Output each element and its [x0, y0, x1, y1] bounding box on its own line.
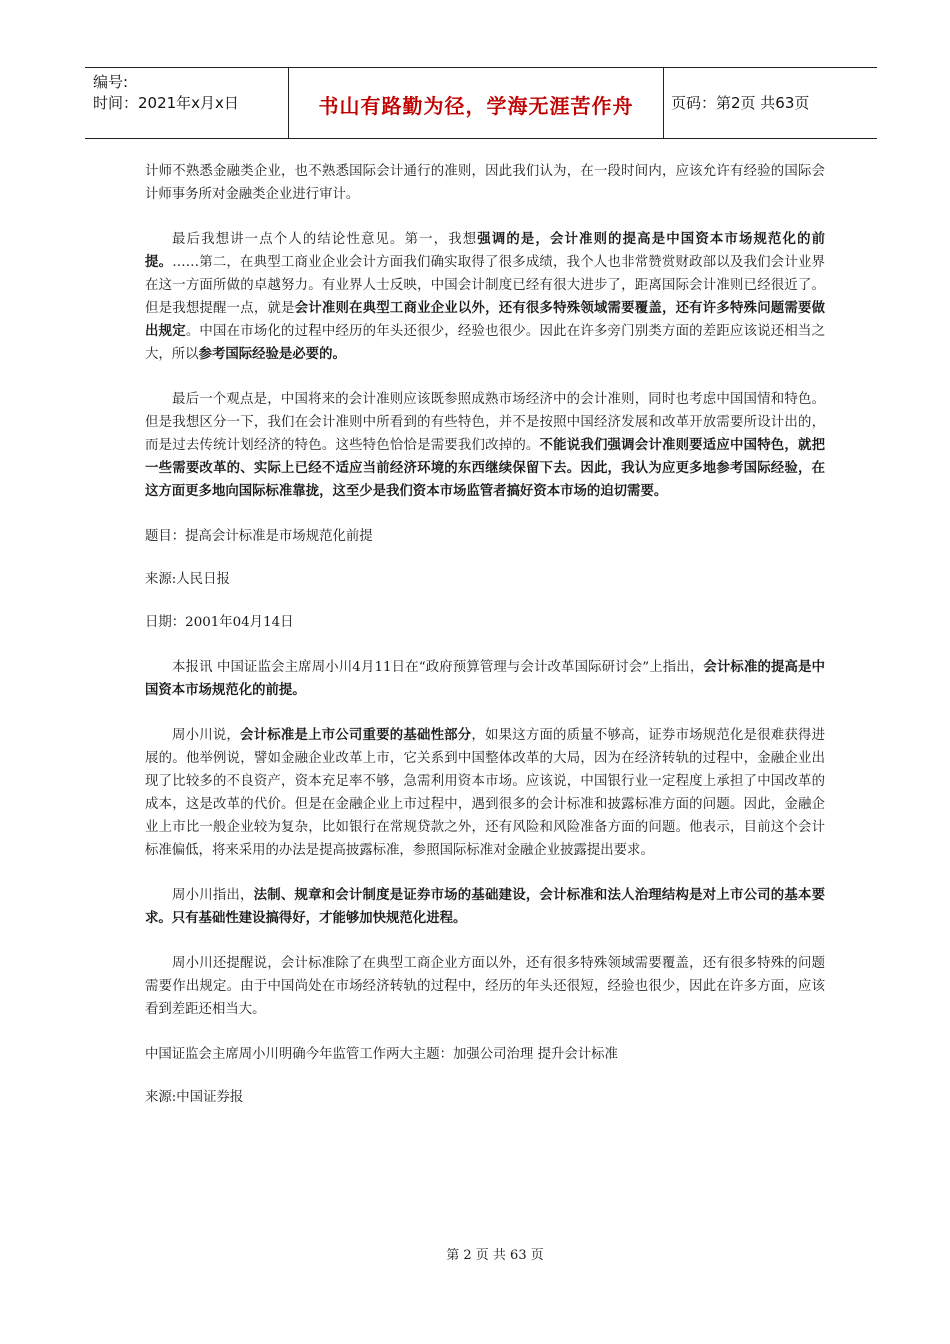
- paragraph: [145, 724, 825, 862]
- page-header: [85, 67, 877, 139]
- page-footer: 第 2 页 共 63 页: [446, 1248, 544, 1263]
- text-segment: 周小川还提醒说，会计标准除了在典型工商企业方面以外，还有很多特殊领域需要覆盖，还有很多特殊的问题需要作出规定。由于中国尚处在市场经济转轨的过程中，经历的年头还很短，经验也很少，因此在许多方面，应该看到差距还相当大。: [145, 956, 825, 1017]
- paragraph: [145, 884, 825, 930]
- text-segment: ……第二，在典型工商业企业会计方面我们确实取得了很多成绩，我个人也非常赞赏财政部以及我们会计业界在这一方面所做的卓越努力。有业界人士反映，中国会计制度已经有很大进步了，距离国际会计准则已经很近了。但是我想提醒一点，就是: [145, 255, 825, 316]
- header-motto-cell: [288, 68, 664, 138]
- document-body: [145, 160, 825, 1109]
- text-segment: 最后我想讲一点个人的结论性意见。第一，我想: [172, 232, 478, 247]
- header-left-cell: [93, 68, 289, 138]
- paragraph: [145, 388, 825, 503]
- paragraph: [145, 228, 825, 366]
- article-title-line: 题目：提高会计标准是市场规范化前提: [145, 529, 373, 544]
- bold-text-segment: 强调的是，会计准则的提高是中国资本市场规范化的前提。: [145, 231, 826, 270]
- paragraph: [145, 160, 825, 206]
- time-label: 时间：2021年x月x日: [93, 94, 239, 112]
- bold-text-segment: 法制、规章和会计制度是证券市场的基础建设，会计标准和法人治理结构是对上市公司的基本要求。只有基础性建设搞得好，才能够加快规范化进程。: [145, 887, 826, 926]
- bold-text-segment: 会计标准是上市公司重要的基础性部分: [240, 727, 472, 743]
- paragraph: [145, 656, 825, 702]
- header-page-label: 页码：第2页 共63页: [671, 94, 810, 112]
- text-segment: 。中国在市场化的过程中经历的年头还很少，经验也很少。因此在许多旁门别类方面的差距应该说还相当之大，所以: [145, 324, 826, 362]
- source-line: 来源:中国证券报: [145, 1090, 244, 1105]
- text-segment: 本报讯 中国证监会主席周小川4月11日在“政府预算管理与会计改革国际研讨会”上指出，: [172, 660, 704, 675]
- bold-text-segment: 会计准则在典型工商业企业以外，还有很多特殊领域需要覆盖，还有许多特殊问题需要做出规定: [145, 300, 826, 339]
- bold-text-segment: 会计标准的提高是中国资本市场规范化的前提。: [145, 659, 826, 698]
- text-segment: 计师不熟悉金融类企业，也不熟悉国际会计通行的准则，因此我们认为，在一段时间内，应该允许有经验的国际会计师事务所对金融类企业进行审计。: [145, 164, 825, 202]
- source-line: 来源:人民日报: [145, 572, 230, 587]
- bold-text-segment: 不能说我们强调会计准则要适应中国特色，就把一些需要改革的、实际上已经不适应当前经济环境的东西继续保留下去。因此，我认为应更多地参考国际经验，在这方面更多地向国际标准靠拢，这至少是我们资本市场监管者搞好资本市场的迫切需要。: [145, 437, 826, 499]
- motto-text: 书山有路勤为径，学海无涯苦作舟: [318, 94, 634, 118]
- paragraph: [145, 952, 825, 1021]
- text-segment: ，如果这方面的质量不够高，证券市场规范化是很难获得进展的。他举例说，譬如金融企业改革上市，它关系到中国整体改革的大局，因为在经济转轨的过程中，金融企业出现了比较多的不良资产，资本充足率不够，急需利用资本市场。应该说，中国银行业一定程度上承担了中国改革的成本，这是改革的代价。但是在金融企业上市过程中，遇到很多的会计标准和披露标准方面的问题。因此，金融企业上市比一般企业较为复杂，比如银行在常规贷款之外，还有风险和风险准备方面的问题。他表示，目前这个会计标准偏低，将来采用的办法是提高披露标准，参照国际标准对金融企业披露提出要求。: [145, 728, 826, 858]
- headline-line: 中国证监会主席周小川明确今年监管工作两大主题：加强公司治理 提升会计标准: [145, 1047, 618, 1062]
- code-label: 编号:: [93, 73, 129, 91]
- text-segment: 周小川说，: [172, 728, 241, 743]
- text-segment: 周小川指出，: [172, 888, 254, 903]
- bold-text-segment: 参考国际经验是必要的。: [198, 346, 346, 362]
- text-segment: 最后一个观点是，中国将来的会计准则应该既参照成熟市场经济中的会计准则，同时也考虑中国国情和特色。但是我想区分一下，我们在会计准则中所看到的有些特色，并不是按照中国经济发展和改革开放需要所设计出的，而是过去传统计划经济的特色。这些特色恰恰是需要我们改掉的。: [145, 392, 825, 453]
- date-line: 日期：2001年04月14日: [145, 615, 294, 630]
